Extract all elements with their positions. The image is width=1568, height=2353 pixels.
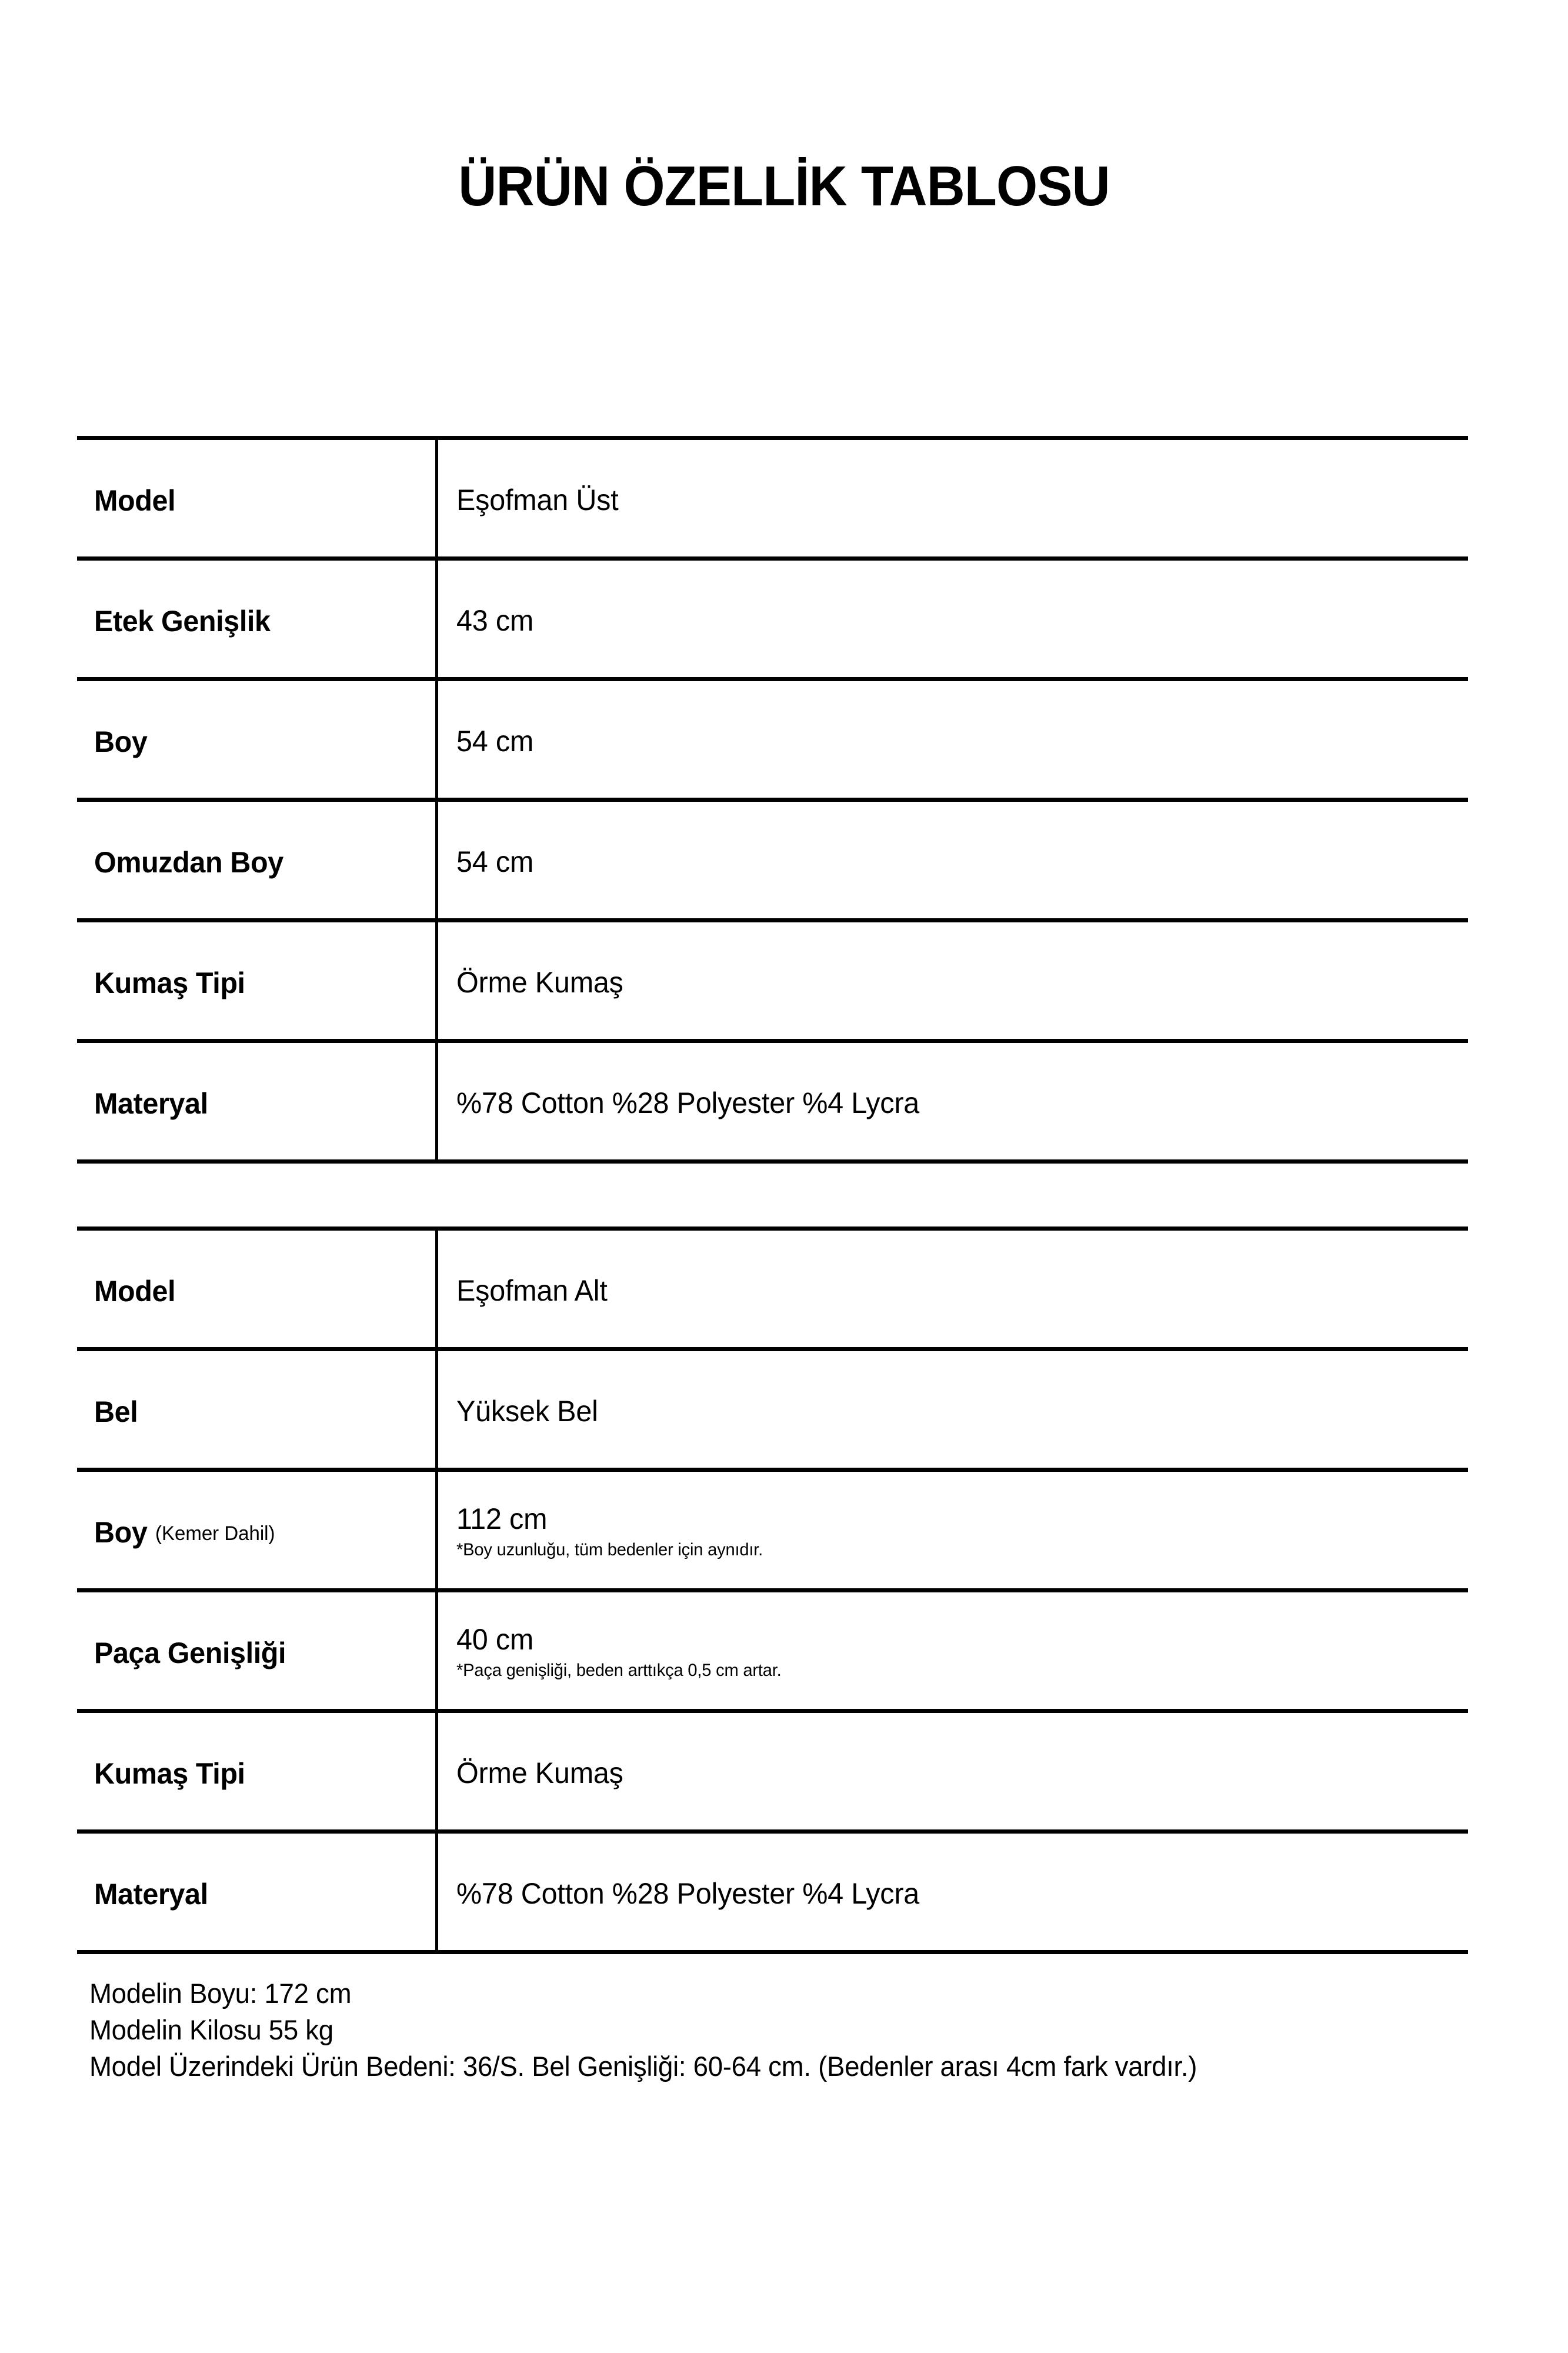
- spec-value-footnote: *Boy uzunluğu, tüm bedenler için aynıdır.: [456, 1540, 763, 1559]
- spec-label: [94, 561, 422, 681]
- spec-value-text: Eşofman Üst: [456, 484, 619, 517]
- row-rule: [77, 1347, 1468, 1351]
- spec-value: [456, 440, 1426, 561]
- spec-label-text: Bel: [94, 1395, 138, 1428]
- row-rule: [77, 556, 1468, 561]
- spec-label-qualifier: (Kemer Dahil): [155, 1522, 275, 1545]
- table-row: [77, 1472, 1468, 1592]
- spec-label: [94, 1231, 422, 1351]
- model-info-line: Modelin Boyu: 172 cm: [89, 1978, 352, 2009]
- model-info-notes: [89, 1975, 1424, 2085]
- table-row: [77, 561, 1468, 681]
- spec-label-text: Kumaş Tipi: [94, 1757, 245, 1790]
- spec-label: [94, 681, 422, 802]
- spec-value-footnote: *Paça genişliği, beden arttıkça 0,5 cm artar.: [456, 1661, 782, 1680]
- spec-value: [456, 1043, 1426, 1164]
- spec-label: [94, 802, 422, 922]
- spec-value-text: %78 Cotton %28 Polyester %4 Lycra: [456, 1877, 920, 1911]
- row-rule: [77, 436, 1468, 440]
- spec-value: [456, 922, 1426, 1043]
- table-row: [77, 802, 1468, 922]
- spec-value-text: Eşofman Alt: [456, 1274, 608, 1308]
- table-row: [77, 1043, 1468, 1164]
- spec-value-text: 43 cm: [456, 604, 534, 638]
- table-row: [77, 1592, 1468, 1713]
- table-row: [77, 1834, 1468, 1954]
- spec-label-text: Kumaş Tipi: [94, 966, 245, 999]
- spec-value: [456, 1231, 1426, 1351]
- spec-label-text: Boy: [94, 725, 148, 758]
- table-row: [77, 922, 1468, 1043]
- row-rule: [77, 1468, 1468, 1472]
- spec-label-text: Model: [94, 1274, 176, 1308]
- spec-value-text: 40 cm: [456, 1622, 534, 1656]
- row-rule: [77, 1227, 1468, 1231]
- spec-value-text: Yüksek Bel: [456, 1395, 598, 1428]
- spec-label-text: Omuzdan Boy: [94, 845, 283, 879]
- spec-value-text: 54 cm: [456, 845, 534, 879]
- spec-label: [94, 1834, 422, 1954]
- table-row: [77, 1713, 1468, 1834]
- spec-value: [456, 1713, 1426, 1834]
- spec-label-text: Etek Genişlik: [94, 604, 271, 638]
- spec-value: [456, 1472, 1426, 1592]
- row-rule: [77, 1709, 1468, 1713]
- spec-label-text: Materyal: [94, 1086, 208, 1120]
- spec-label-text: Boy: [94, 1515, 148, 1549]
- row-rule: [77, 1829, 1468, 1834]
- spec-value-text: %78 Cotton %28 Polyester %4 Lycra: [456, 1086, 920, 1120]
- table-row: [77, 1231, 1468, 1351]
- spec-value-text: 112 cm: [456, 1502, 548, 1535]
- spec-value: [456, 802, 1426, 922]
- table-row: [77, 681, 1468, 802]
- spec-label: [94, 1592, 422, 1713]
- spec-value-text: 54 cm: [456, 725, 534, 758]
- row-rule: [77, 1159, 1468, 1164]
- page-title: ÜRÜN ÖZELLİK TABLOSU: [458, 155, 1110, 218]
- model-info-line: Model Üzerindeki Ürün Bedeni: 36/S. Bel Genişliği: 60-64 cm. (Bedenler arası 4cm fark vardır.): [89, 2051, 1197, 2082]
- spec-label: [94, 1713, 422, 1834]
- table-row: [77, 1351, 1468, 1472]
- spec-label: [94, 1472, 422, 1592]
- spec-label: [94, 1043, 422, 1164]
- row-rule: [77, 1950, 1468, 1954]
- spec-value: [456, 1592, 1426, 1713]
- spec-value: [456, 1834, 1426, 1954]
- spec-value: [456, 561, 1426, 681]
- spec-value-text: Örme Kumaş: [456, 1757, 623, 1790]
- spec-value-text: Örme Kumaş: [456, 966, 623, 999]
- spec-label: [94, 922, 422, 1043]
- spec-value: [456, 1351, 1426, 1472]
- spec-label-text: Paça Genişliği: [94, 1636, 286, 1669]
- row-rule: [77, 677, 1468, 681]
- row-rule: [77, 1039, 1468, 1043]
- row-rule: [77, 918, 1468, 922]
- model-info-line: Modelin Kilosu 55 kg: [89, 2014, 333, 2046]
- table-row: [77, 440, 1468, 561]
- spec-label: [94, 440, 422, 561]
- spec-label-text: Model: [94, 484, 176, 517]
- spec-label: [94, 1351, 422, 1472]
- spec-table-top: [77, 436, 1468, 1164]
- spec-table-bottom: [77, 1227, 1468, 1954]
- row-rule: [77, 798, 1468, 802]
- spec-label-text: Materyal: [94, 1877, 208, 1911]
- row-rule: [77, 1588, 1468, 1592]
- spec-value: [456, 681, 1426, 802]
